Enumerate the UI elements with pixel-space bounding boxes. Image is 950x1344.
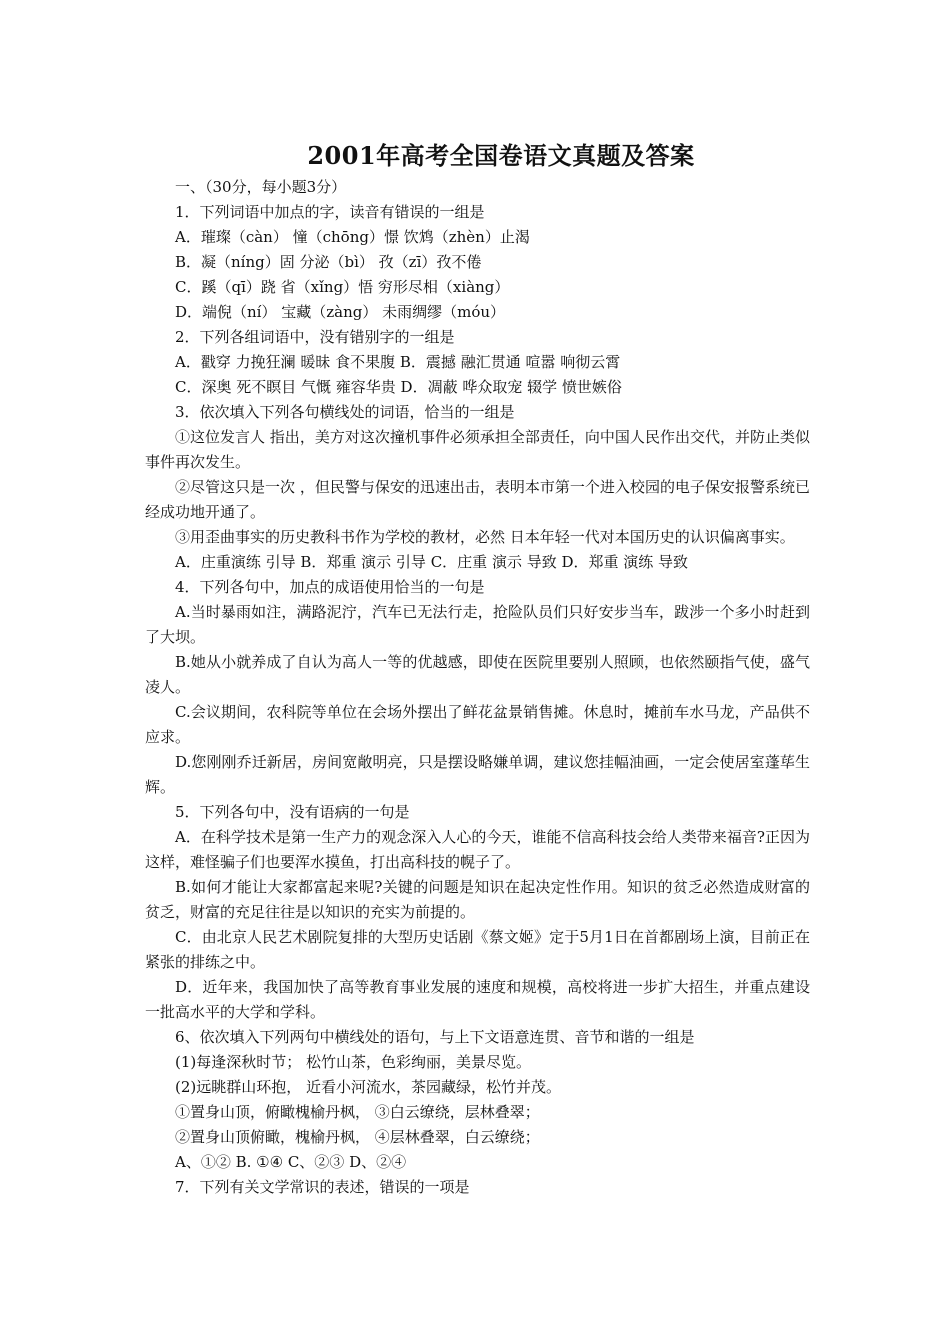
question-6-sentence-1: (1)每逢深秋时节； 松竹山茶，色彩绚丽，美景尽览。 bbox=[175, 1053, 532, 1071]
question-6-choices-1-3: ①置身山顶，俯瞰槐榆丹枫， ③白云缭绕，层林叠翠； bbox=[175, 1103, 540, 1121]
question-1: 1．下列词语中加点的字，读音有错误的一组是 bbox=[175, 203, 485, 221]
question-1-option-d: D．端倪（ní） 宝藏（zàng） 未雨绸缪（móu） bbox=[175, 303, 506, 321]
question-3-sentence-3: ③用歪曲事实的历史教科书作为学校的教材，必然 日本年轻一代对本国历史的认识偏离事实。 bbox=[175, 528, 795, 546]
question-1-option-a: A．璀璨（càn） 憧（chōng）憬 饮鸩（zhèn）止渴 bbox=[175, 228, 530, 246]
question-7: 7．下列有关文学常识的表述，错误的一项是 bbox=[175, 1178, 470, 1196]
question-3: 3．依次填入下列各句横线处的词语，恰当的一组是 bbox=[175, 403, 515, 421]
question-6-choices-2-4: ②置身山顶俯瞰，槐榆丹枫， ④层林叠翠，白云缭绕； bbox=[175, 1128, 540, 1146]
question-3-options: A．庄重演练 引导 B．郑重 演示 引导 C．庄重 演示 导致 D．郑重 演练 导致 bbox=[175, 553, 689, 571]
section-heading: 一、（30分，每小题3分） bbox=[175, 178, 347, 196]
question-1-option-b: B．凝（níng）固 分泌（bì） 孜（zī）孜不倦 bbox=[175, 253, 482, 271]
question-5: 5．下列各句中，没有语病的一句是 bbox=[175, 803, 410, 821]
question-1-option-c: C．蹊（qī）跷 省（xǐng）悟 穷形尽相（xiàng） bbox=[175, 278, 510, 296]
question-2-options-ab: A．戳穿 力挽狂澜 暖昧 食不果腹 B．震撼 融汇贯通 喧嚣 响彻云霄 bbox=[175, 353, 621, 371]
document-body bbox=[145, 175, 810, 1200]
question-5-option-a: A．在科学技术是第一生产力的观念深入人心的今天，谁能不信高科技会给人类带来福音?正因为这样，难怪骗子们也要浑水摸鱼，打出高科技的幌子了。 bbox=[145, 828, 810, 871]
question-3-sentence-2: ②尽管这只是一次 ，但民警与保安的迅速出击，表明本市第一个进入校园的电子保安报警系统已经成功地开通了。 bbox=[145, 478, 810, 521]
question-2-options-cd: C．深奥 死不瞑目 气慨 雍容华贵 D．凋蔽 哗众取宠 辍学 愤世嫉俗 bbox=[175, 378, 622, 396]
question-2: 2．下列各组词语中，没有错别字的一组是 bbox=[175, 328, 455, 346]
question-6-options: A、①② B. ①④ C、②③ D、②④ bbox=[175, 1153, 407, 1171]
page-title: 2001年高考全国卷语文真题及答案 bbox=[307, 141, 695, 170]
question-4: 4．下列各句中，加点的成语使用恰当的一句是 bbox=[175, 578, 485, 596]
question-4-option-d: D.您刚刚乔迁新居，房间宽敞明亮，只是摆设略嫌单调，建议您挂幅油画，一定会使居室蓬荜生辉。 bbox=[145, 753, 810, 796]
question-4-option-c: C.会议期间，农科院等单位在会场外摆出了鲜花盆景销售摊。休息时，摊前车水马龙，产品供不应求。 bbox=[145, 703, 810, 746]
question-5-option-b: B.如何才能让大家都富起来呢?关键的问题是知识在起决定性作用。知识的贫乏必然造成财富的贫乏，财富的充足往往是以知识的充实为前提的。 bbox=[145, 878, 810, 921]
question-3-sentence-1: ①这位发言人 指出，美方对这次撞机事件必须承担全部责任，向中国人民作出交代，并防止类似事件再次发生。 bbox=[145, 428, 810, 471]
question-5-option-d: D．近年来，我国加快了高等教育事业发展的速度和规模，高校将进一步扩大招生，并重点建设一批高水平的大学和学科。 bbox=[145, 978, 810, 1021]
question-4-option-a: A.当时暴雨如注，满路泥泞，汽车已无法行走，抢险队员们只好安步当车，跋涉一个多小时赶到了大坝。 bbox=[145, 603, 810, 646]
question-5-option-c: C．由北京人民艺术剧院复排的大型历史话剧《蔡文姬》定于5月1日在首都剧场上演，目前正在紧张的排练之中。 bbox=[145, 928, 810, 971]
question-6-sentence-2: (2)远眺群山环抱， 近看小河流水，茶园藏绿，松竹并茂。 bbox=[175, 1078, 562, 1096]
question-4-option-b: B.她从小就养成了自认为高人一等的优越感，即使在医院里要别人照顾，也依然颐指气使，盛气凌人。 bbox=[145, 653, 810, 696]
question-6: 6、依次填入下列两句中横线处的语句，与上下文语意连贯、音节和谐的一组是 bbox=[175, 1028, 695, 1046]
